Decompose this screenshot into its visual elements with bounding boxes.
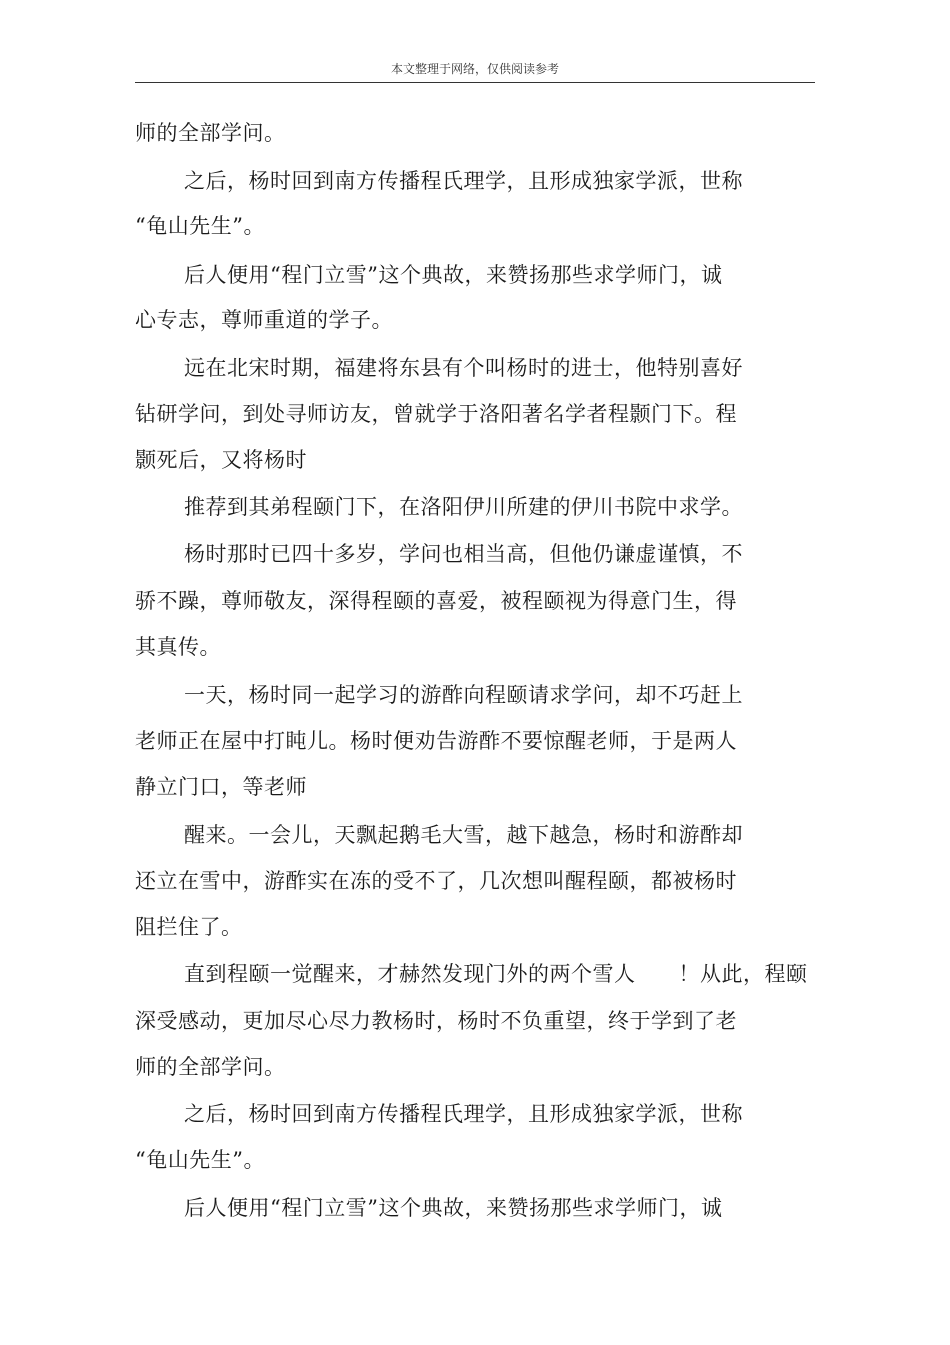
- text-line: 杨时那时已四十多岁，学问也相当高，但他仍谦虚谨慎，不: [184, 542, 743, 566]
- text-line: 之后，杨时回到南方传播程氏理学，且形成独家学派，世称: [184, 1102, 743, 1126]
- text-line: 推荐到其弟程颐门下，在洛阳伊川所建的伊川书院中求学。: [184, 495, 743, 519]
- text-line: 后人便用“程门立雪”这个典故，来赞扬那些求学师门，诚: [184, 1196, 723, 1220]
- text-line: 其真传。: [135, 635, 221, 659]
- text-line: 后人便用“程门立雪”这个典故，来赞扬那些求学师门，诚: [184, 263, 723, 287]
- text-line: 深受感动，更加尽心尽力教杨时，杨时不负重望，终于学到了老: [135, 1009, 737, 1033]
- text-line: 老师正在屋中打盹儿。杨时便劝告游酢不要惊醒老师，于是两人: [135, 729, 737, 753]
- text-line: 心专志，尊师重道的学子。: [135, 308, 393, 332]
- text-line: 颢死后，又将杨时: [135, 448, 307, 472]
- text-line: 远在北宋时期，福建将东县有个叫杨时的进士，他特别喜好: [184, 356, 743, 380]
- text-line: 师的全部学问。: [135, 121, 286, 145]
- header-text: 本文整理于网络，仅供阅读参考: [390, 62, 559, 76]
- text-line: 骄不躁，尊师敬友，深得程颐的喜爱，被程颐视为得意门生，得: [135, 589, 737, 613]
- text-line: “龟山先生”。: [135, 214, 265, 238]
- text-line: 静立门口，等老师: [135, 775, 307, 799]
- text-line: 还立在雪中，游酢实在冻的受不了，几次想叫醒程颐，都被杨时: [135, 869, 737, 893]
- text-line: 师的全部学问。: [135, 1055, 286, 1079]
- text-line: 之后，杨时回到南方传播程氏理学，且形成独家学派，世称: [184, 169, 743, 193]
- text-line: “龟山先生”。: [135, 1148, 265, 1172]
- text-line: 直到程颐一觉醒来，才赫然发现门外的两个雪人 ！从此，程颐: [184, 962, 808, 986]
- text-line: 钻研学问，到处寻师访友，曾就学于洛阳著名学者程颢门下。程: [135, 402, 737, 426]
- text-line: 醒来。一会儿，天飘起鹅毛大雪，越下越急，杨时和游酢却: [184, 823, 743, 847]
- text-line: 阻拦住了。: [135, 915, 243, 939]
- text-line: 一天，杨时同一起学习的游酢向程颐请求学问，却不巧赶上: [184, 683, 743, 707]
